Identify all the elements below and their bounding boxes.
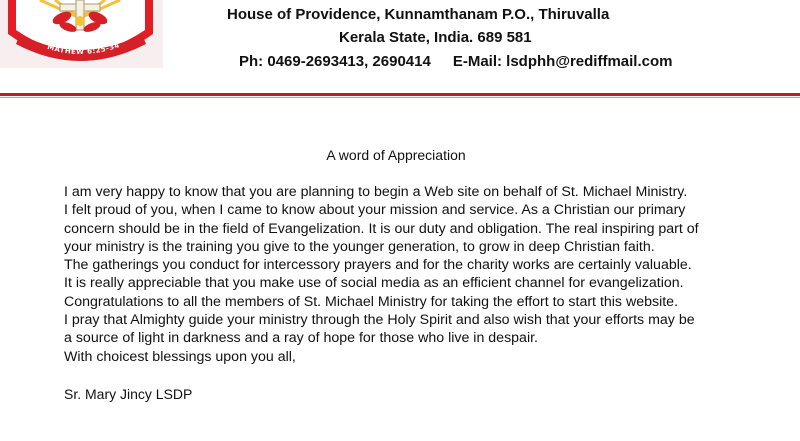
letterhead: [0, 0, 800, 80]
letter-line: It is really appreciable that you make use of social media as an efficient channel for evangelization.: [64, 275, 684, 292]
letter-line: I felt proud of you, when I came to know about your mission and service. As a Christian our primary: [64, 202, 686, 219]
letter-line: With choicest blessings upon you all,: [64, 348, 296, 365]
header-state-line: Kerala State, India. 689 581: [339, 29, 532, 46]
letter-line: I am very happy to know that you are planning to begin a Web site on behalf of St. Michael Ministry.: [64, 184, 688, 200]
header-divider: [0, 93, 800, 96]
letter-line: concern should be in the field of Evangelization. It is our duty and obligation. The real inspiring part of: [64, 220, 699, 237]
letter-line: I pray that Almighty guide your ministry through the Holy Spirit and also wish that your efforts may be: [64, 312, 695, 329]
letter-body: [64, 183, 794, 366]
letter-line: The gatherings you conduct for intercessory prayers and for the charity works are certainly valuable.: [64, 257, 692, 274]
emblem-motto: MATHEW 6:25-34: [46, 41, 121, 57]
header-divider-shadow: [0, 97, 800, 98]
header-contact-line: [239, 53, 672, 70]
letter-line: your ministry is the training you give to the younger generation, to grow in deep Christian faith.: [64, 238, 655, 255]
header-email: E-Mail: lsdphh@rediffmail.com: [452, 53, 673, 70]
letter-signature: Sr. Mary Jincy LSDP: [64, 386, 193, 402]
header-phone: Ph: 0469-2693413, 2690414: [239, 53, 431, 70]
letter-line: Congratulations to all the members of St. Michael Ministry for taking the effort to start this website.: [64, 293, 679, 310]
letter-title: A word of Appreciation: [326, 147, 466, 163]
header-address-line: House of Providence, Kunnamthanam P.O., Thiruvalla: [227, 6, 610, 23]
letter-line: a source of light in darkness and a ray of hope for those who live in despair.: [64, 330, 538, 347]
